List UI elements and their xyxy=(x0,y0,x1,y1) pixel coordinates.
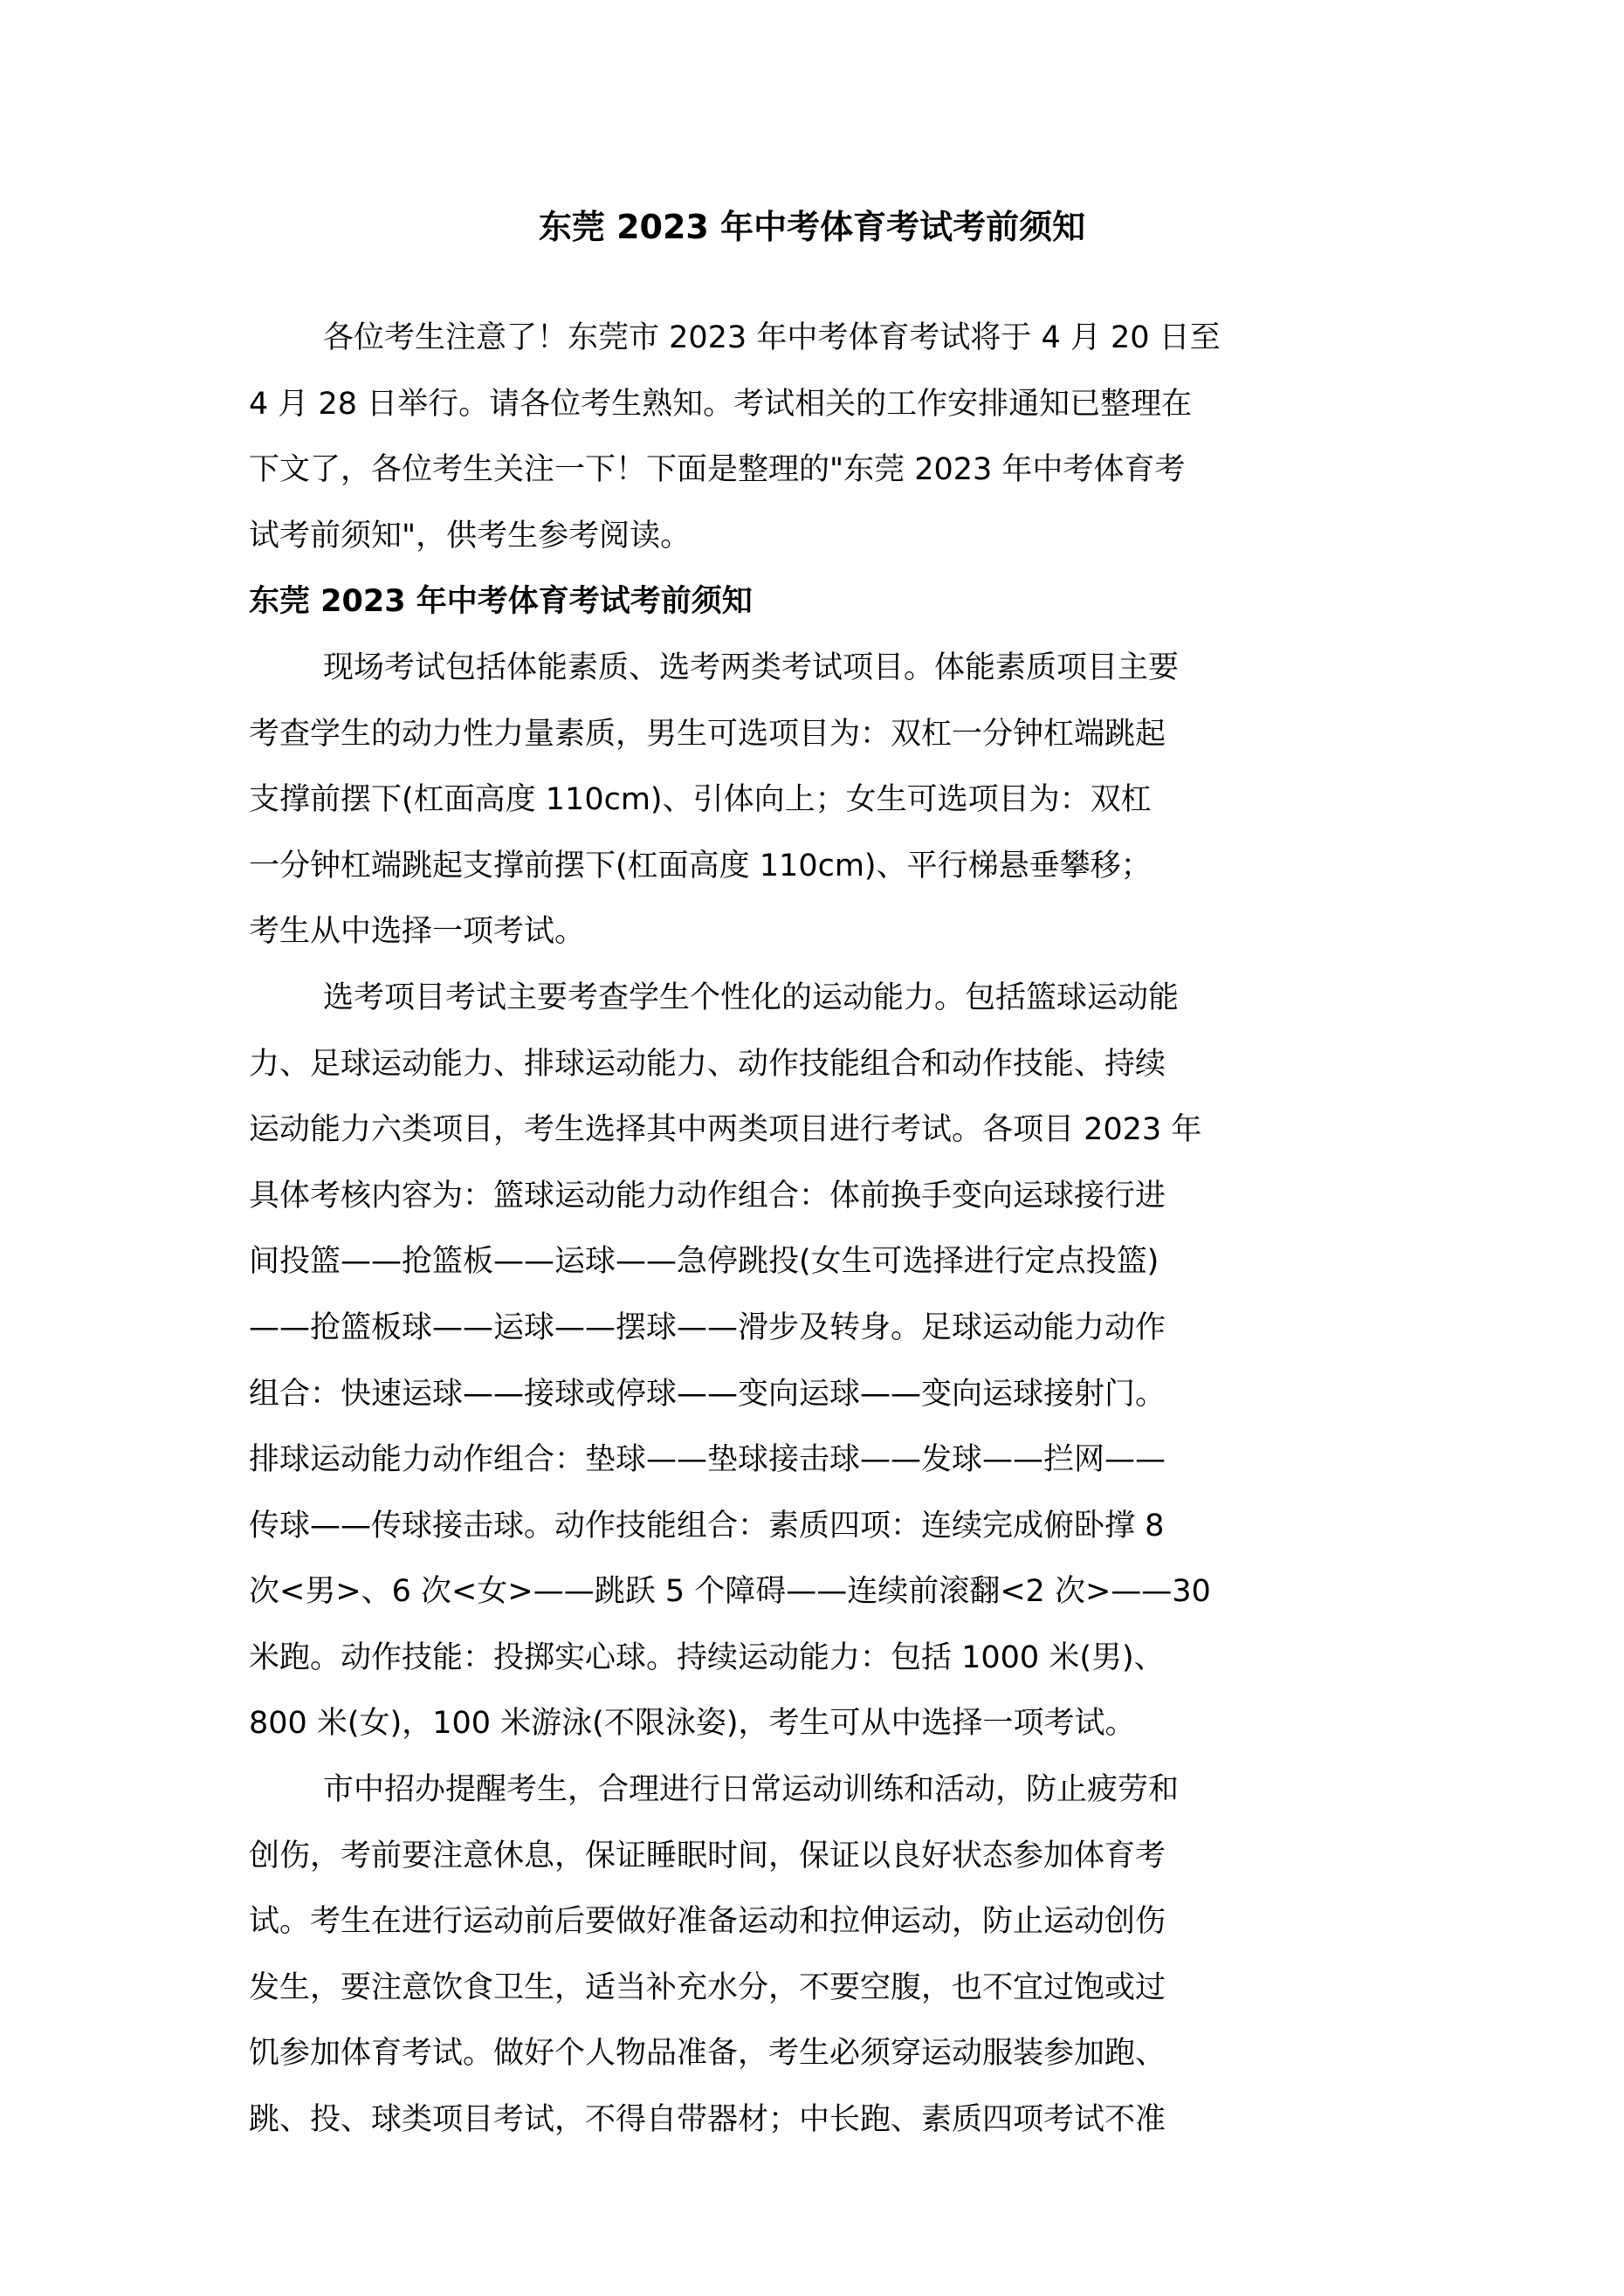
body-line: 发生，要注意饮食卫生，适当补充水分，不要空腹，也不宜过饱或过 xyxy=(249,1969,1166,2005)
body-line: 间投篮——抢篮板——运球——急停跳投(女生可选择进行定点投篮) xyxy=(249,1244,1160,1280)
section-heading: 东莞 2023 年中考体育考试考前须知 xyxy=(249,584,753,620)
body-line: 传球——传球接击球。动作技能组合：素质四项：连续完成俯卧撑 8 xyxy=(249,1508,1165,1543)
body-line: 力、足球运动能力、排球运动能力、动作技能组合和动作技能、持续 xyxy=(249,1046,1166,1082)
body-line: ——抢篮板球——运球——摆球——滑步及转身。足球运动能力动作 xyxy=(249,1310,1166,1345)
body-line: 次<男>、6 次<女>——跳跃 5 个障碍——连续前滚翻<2 次>——30 xyxy=(249,1574,1211,1610)
body-line: 一分钟杠端跳起支撑前摆下(杠面高度 110cm)、平行梯悬垂攀移； xyxy=(249,848,1152,883)
body-line: 现场考试包括体能素质、选考两类考试项目。体能素质项目主要 xyxy=(323,650,1180,685)
body-line: 运动能力六类项目，考生选择其中两类项目进行考试。各项目 2023 年 xyxy=(249,1112,1202,1148)
body-line: 选考项目考试主要考查学生个性化的运动能力。包括篮球运动能 xyxy=(323,980,1180,1015)
body-line: 市中招办提醒考生，合理进行日常运动训练和活动，防止疲劳和 xyxy=(323,1772,1180,1808)
body-line: 具体考核内容为：篮球运动能力动作组合：体前换手变向运球接行进 xyxy=(249,1178,1166,1213)
body-line: 创伤，考前要注意休息，保证睡眠时间，保证以良好状态参加体育考 xyxy=(249,1838,1166,1873)
body-line: 考生从中选择一项考试。 xyxy=(249,914,586,950)
body-line: 支撑前摆下(杠面高度 110cm)、引体向上；女生可选项目为：双杠 xyxy=(249,782,1152,818)
body-line: 组合：快速运球——接球或停球——变向运球——变向运球接射门。 xyxy=(249,1376,1166,1412)
body-line: 800 米(女)，100 米游泳(不限泳姿)，考生可从中选择一项考试。 xyxy=(249,1706,1136,1742)
body-line: 跳、投、球类项目考试，不得自带器材；中长跑、素质四项考试不准 xyxy=(249,2102,1166,2138)
document-body xyxy=(249,306,1393,2154)
body-line: 试。考生在进行运动前后要做好准备运动和拉伸运动，防止运动创伤 xyxy=(249,1904,1166,1940)
body-line: 下文了，各位考生关注一下！下面是整理的"东莞 2023 年中考体育考 xyxy=(249,452,1186,488)
body-line: 饥参加体育考试。做好个人物品准备，考生必须穿运动服装参加跑、 xyxy=(249,2036,1166,2072)
body-line: 米跑。动作技能：投掷实心球。持续运动能力：包括 1000 米(男)、 xyxy=(249,1640,1165,1675)
body-line: 考查学生的动力性力量素质，男生可选项目为：双杠一分钟杠端跳起 xyxy=(249,716,1166,752)
body-line: 试考前须知"，供考生参考阅读。 xyxy=(249,518,692,553)
body-line: 各位考生注意了！东莞市 2023 年中考体育考试将于 4 月 20 日至 xyxy=(323,320,1221,355)
body-line: 4 月 28 日举行。请各位考生熟知。考试相关的工作安排通知已整理在 xyxy=(249,386,1193,422)
body-line: 排球运动能力动作组合：垫球——垫球接击球——发球——拦网—— xyxy=(249,1442,1166,1478)
document-title: 东莞 2023 年中考体育考试考前须知 xyxy=(538,208,1086,246)
